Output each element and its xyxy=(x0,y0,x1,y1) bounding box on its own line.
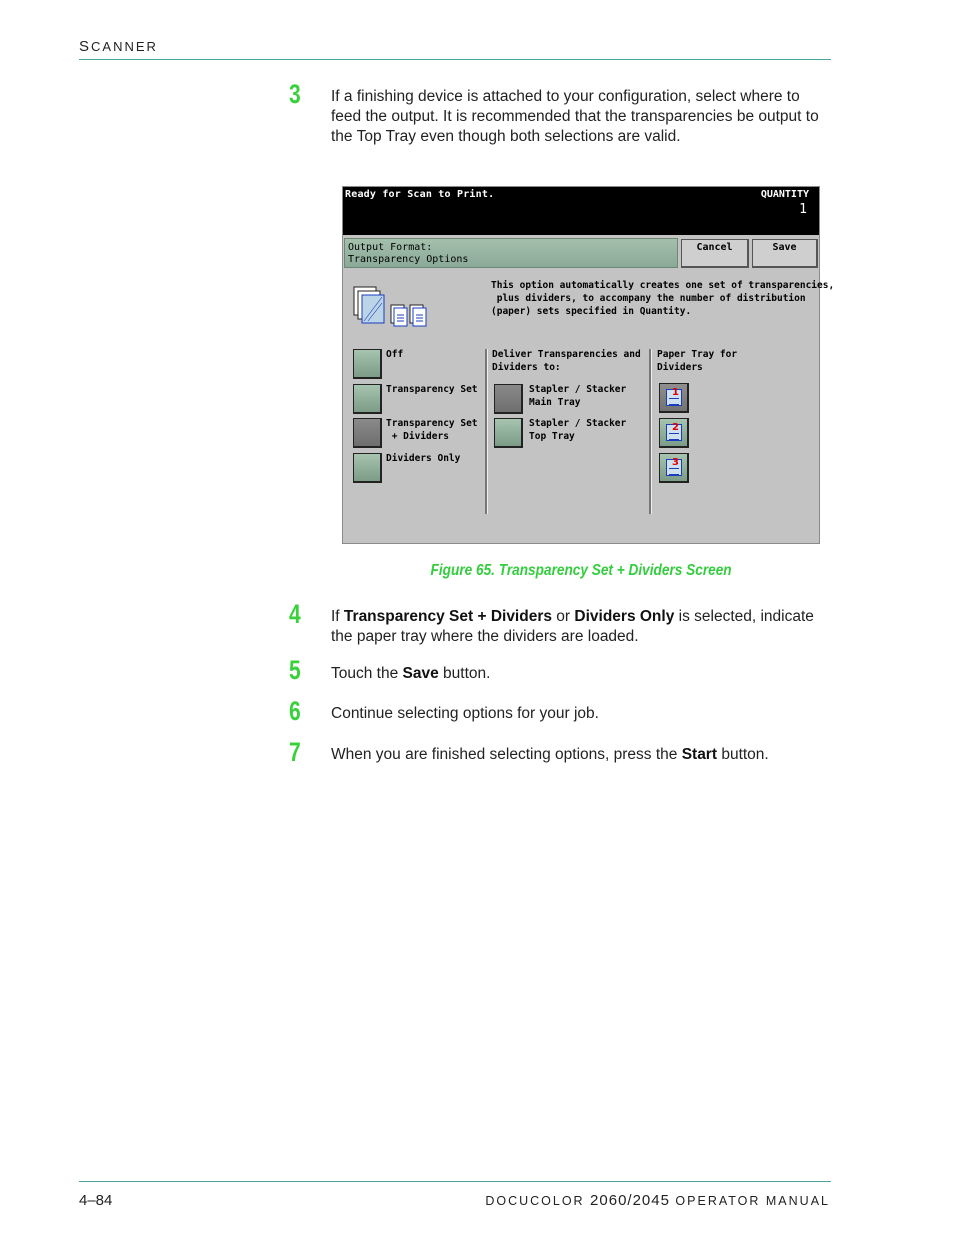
tray-heading-line2: Dividers xyxy=(657,362,703,373)
column-divider xyxy=(649,349,652,514)
top-tray-option-button[interactable] xyxy=(494,418,523,448)
tray-number: 1 xyxy=(672,387,679,398)
step-text-4 xyxy=(331,607,831,647)
transparency-set-dividers-option-button[interactable] xyxy=(353,418,382,448)
paper-tray-2-button[interactable] xyxy=(659,418,689,448)
tray-icon xyxy=(666,389,682,406)
step-4-pre: If xyxy=(331,608,344,625)
caption-text: Figure 65. Transparency Set + Dividers Screen xyxy=(430,562,732,579)
tray-icon xyxy=(666,424,682,441)
option-description xyxy=(491,280,835,318)
screen-title-bar xyxy=(344,238,678,268)
tray-lines xyxy=(669,433,679,440)
transparency-set-icon xyxy=(353,285,429,327)
step-5-pre: Touch the xyxy=(331,665,403,682)
tray-heading-line1: Paper Tray for xyxy=(657,349,738,360)
step-number-3: 3 xyxy=(289,79,301,109)
footer-title-digits: 2060/2045 xyxy=(590,1192,670,1209)
footer-title-post: OPERATOR MANUAL xyxy=(669,1194,830,1208)
transparency-set-option-button[interactable] xyxy=(353,384,382,414)
step-number-7: 7 xyxy=(289,737,301,767)
tray-lines xyxy=(669,468,679,475)
step-number-5: 5 xyxy=(289,655,301,685)
dividers-only-option-label: Dividers Only xyxy=(386,453,461,464)
screen-title-line2: Transparency Options xyxy=(348,254,469,265)
step-5-post: button. xyxy=(438,665,491,682)
tray-lines xyxy=(669,398,679,405)
step-number-6: 6 xyxy=(289,696,301,726)
quantity-value: 1 xyxy=(799,202,807,217)
paper-tray-1-button[interactable] xyxy=(659,383,689,413)
main-tray-label-line2: Main Tray xyxy=(529,397,581,408)
page-number: 4–84 xyxy=(79,1192,113,1209)
touch-screen-figure xyxy=(342,186,835,544)
step-7-post: button. xyxy=(717,746,769,763)
transparency-set-option-label: Transparency Set xyxy=(386,384,478,395)
off-option-button[interactable] xyxy=(353,349,382,379)
dividers-only-option-button[interactable] xyxy=(353,453,382,483)
step-text-6: Continue selecting options for your job. xyxy=(331,705,599,722)
step-text-3: If a finishing device is attached to your configuration, select where to feed the output. It is recommended that the transparencies be output to the Top Tray even though both selections are valid. xyxy=(331,88,819,145)
top-tray-label-line1: Stapler / Stacker xyxy=(529,418,627,429)
status-bar xyxy=(343,187,819,235)
footer-title xyxy=(485,1192,830,1209)
status-message: Ready for Scan to Print. xyxy=(345,189,495,200)
paper-tray-3-button[interactable] xyxy=(659,453,689,483)
step-number-4: 4 xyxy=(289,599,301,629)
footer-rule xyxy=(79,1181,831,1182)
step-4-post: is selected, indicate the paper tray where the dividers are loaded. xyxy=(331,608,814,645)
top-tray-label-line2: Top Tray xyxy=(529,431,575,442)
step-4-bold-2: Dividers Only xyxy=(574,608,675,625)
deliver-heading-line2: Dividers to: xyxy=(492,362,561,373)
off-option-label: Off xyxy=(386,349,404,360)
description-line: plus dividers, to accompany the number of distribution xyxy=(491,292,806,304)
save-button[interactable]: Save xyxy=(752,239,818,268)
step-4-mid: or xyxy=(551,608,575,625)
step-4-bold-1: Transparency Set + Dividers xyxy=(343,608,552,625)
screen-title-line1: Output Format: xyxy=(348,242,433,253)
tray-number: 2 xyxy=(672,422,679,433)
header-initial: S xyxy=(79,38,92,55)
header-rule xyxy=(79,59,831,60)
transparency-set-dividers-label-line1: Transparency Set xyxy=(386,418,478,429)
cancel-button[interactable]: Cancel xyxy=(681,239,749,268)
quantity-label: QUANTITY xyxy=(760,189,809,200)
step-text-7 xyxy=(331,745,831,765)
step-7-bold: Start xyxy=(681,746,718,763)
step-5-bold: Save xyxy=(402,665,439,682)
description-line: (paper) sets specified in Quantity. xyxy=(491,305,692,317)
tray-number: 3 xyxy=(672,457,679,468)
main-tray-option-button[interactable] xyxy=(494,384,523,414)
main-tray-label-line1: Stapler / Stacker xyxy=(529,384,627,395)
deliver-heading-line1: Deliver Transparencies and xyxy=(492,349,641,360)
column-divider xyxy=(485,349,488,514)
transparency-set-dividers-label-line2: + Dividers xyxy=(386,431,449,442)
step-text-5 xyxy=(331,664,831,684)
step-7-pre: When you are finished selecting options, press the xyxy=(331,746,682,763)
figure-caption xyxy=(0,562,954,580)
header-rest: CANNER xyxy=(91,39,158,54)
running-header xyxy=(79,38,158,55)
footer-title-pre: DOCUCOLOR xyxy=(485,1194,591,1208)
tray-icon xyxy=(666,459,682,476)
description-line: This option automatically creates one set of transparencies, xyxy=(491,280,835,291)
